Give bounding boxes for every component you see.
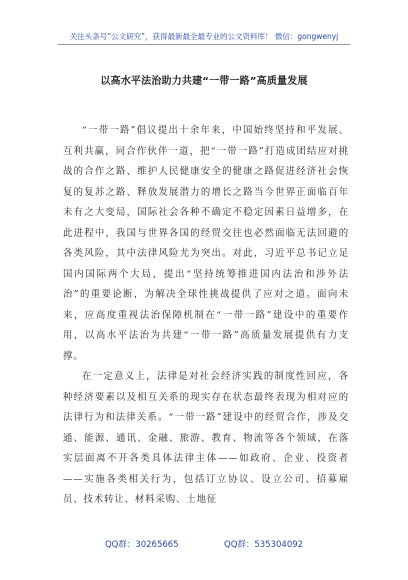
header-divider xyxy=(58,44,350,45)
qq-group-left: QQ群：30265665 xyxy=(104,540,179,550)
document-title: 以高水平法治助力共建“一带一路”高质量发展 xyxy=(100,76,308,87)
paragraph: “一带一路”倡议提出十余年来，中国始终坚持和平发展、互利共赢，同合作伙伴一道，把“一带一路”打造成团结应对挑战的合作之路、维护人民健康安全的健康之路促进经济社会恢复的复苏之路、释放发展潜力的增长之路当今世界正面临百年未有之大变局，国际社会各种不确定不稳定因素日益增多，在此进程中，我国与世界各国的经贸交往也必然面临无法回避的各类风险，其中法律风险尤为突出。对此，习近平总书记立足国内国际两个大局，提出“坚持统筹推进国内法治和涉外法治”的重要论断，为解决全球性挑战提供了应对之道。面向未来，应高度重视法治保障机制在“一带一路”建设中的重要作用，以高水平法治为共建“一带一路”高质量发展提供有力支撑。 xyxy=(63,125,349,362)
header-banner: 关注头条号“公文研究”，获得最新最全最专业的公文资料库！ 微信：gongwenyj xyxy=(69,32,339,41)
qq-group-right: QQ群：535304092 xyxy=(224,540,304,550)
paragraph: 在一定意义上，法律是对社会经济实践的制度性回应，各种经济要素以及相互关系的现实存在状态最终表现为相对应的法律行为和法律关系。“一带一路”建设中的经贸合作，涉及交通、能源、通讯、金融、旅游、教育、物流等各个领域，在落实层面离不开各类具体法律主体——如政府、企业、投资者——实施各类相关行为，包括订立协议、设立公司、招募雇员、技术转让、材料采购、土地征 xyxy=(63,371,349,505)
document-body xyxy=(63,121,349,511)
footer xyxy=(0,538,408,550)
